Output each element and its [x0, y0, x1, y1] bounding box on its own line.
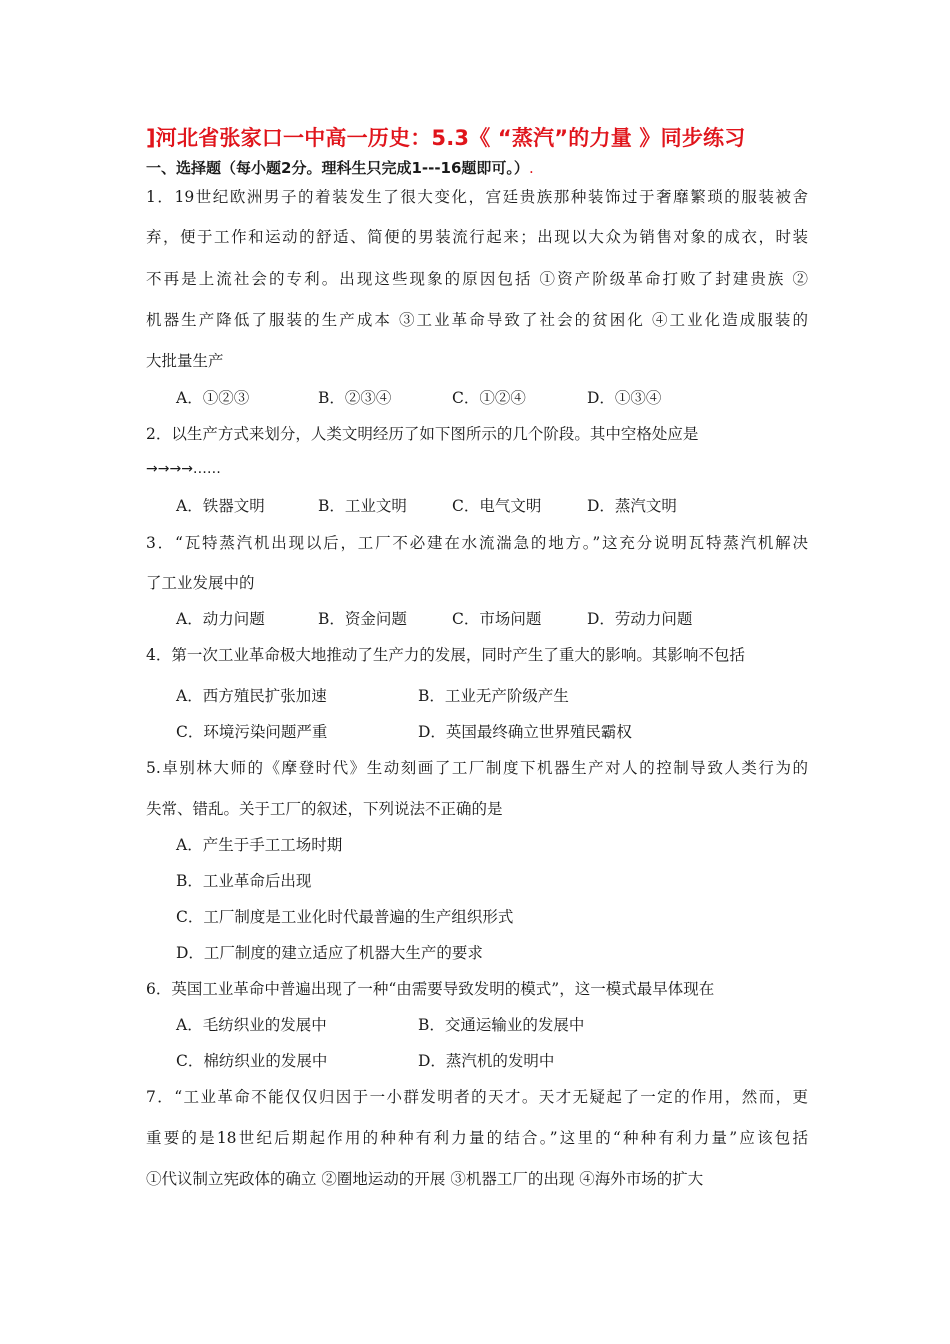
q5-option-c: C．工厂制度是工业化时代最普遍的生产组织形式 — [176, 908, 514, 926]
section-heading-dot: . — [528, 159, 534, 177]
q2-arrow-diagram: →→→→…… — [146, 461, 221, 477]
q5-line-1: 5.卓别林大师的《摩登时代》生动刻画了工厂制度下机器生产对人的控制导致人类行为的 — [146, 759, 808, 777]
q1-line-1: 1．19世纪欧洲男子的着装发生了很大变化，宫廷贵族那种装饰过于奢靡繁琐的服装被舍 — [146, 188, 808, 206]
q7-line-3: ①代议制立宪政体的确立 ②圈地运动的开展 ③机器工厂的出现 ④海外市场的扩大 — [146, 1170, 704, 1188]
q3-line-1: 3．“瓦特蒸汽机出现以后，工厂不必建在水流湍急的地方。”这充分说明瓦特蒸汽机解决 — [146, 534, 808, 552]
q5-line-2: 失常、错乱。关于工厂的叙述，下列说法不正确的是 — [146, 800, 503, 818]
q6-option-c: C．棉纺织业的发展中 — [176, 1052, 328, 1070]
q6-option-d: D．蒸汽机的发明中 — [418, 1052, 555, 1070]
q1-line-4: 机器生产降低了服装的生产成本 ③工业革命导致了社会的贫困化 ④工业化造成服装的 — [146, 311, 808, 329]
page-title: ]河北省张家口一中高一历史：5.3《 “蒸汽”的力量 》同步练习 — [146, 126, 746, 150]
q3-option-c: C．市场问题 — [452, 610, 542, 628]
q2-option-b: B．工业文明 — [318, 497, 407, 515]
q1-option-c: C．①②④ — [452, 389, 526, 407]
q2-option-a: A．铁器文明 — [176, 497, 265, 515]
q4-option-b: B．工业无产阶级产生 — [418, 687, 569, 705]
q5-option-a: A．产生于手工工场时期 — [176, 836, 343, 854]
q2-line-1: 2．以生产方式来划分，人类文明经历了如下图所示的几个阶段。其中空格处应是 — [146, 425, 699, 443]
q1-option-b: B．②③④ — [318, 389, 392, 407]
q1-line-2: 弃，便于工作和运动的舒适、简便的男装流行起来；出现以大众为销售对象的成衣，时装 — [146, 228, 808, 246]
q4-option-d: D．英国最终确立世界殖民霸权 — [418, 723, 632, 741]
q3-option-b: B．资金问题 — [318, 610, 407, 628]
q4-line-1: 4．第一次工业革命极大地推动了生产力的发展，同时产生了重大的影响。其影响不包括 — [146, 646, 745, 664]
q5-option-b: B．工业革命后出现 — [176, 872, 312, 890]
q4-option-a: A．西方殖民扩张加速 — [176, 687, 327, 705]
q2-option-c: C．电气文明 — [452, 497, 542, 515]
section-heading — [146, 157, 534, 178]
section-heading-text: 一、选择题（每小题2分。理科生只完成1---16题即可。） — [146, 159, 529, 177]
q6-option-a: A．毛纺织业的发展中 — [176, 1016, 327, 1034]
q3-line-2: 了工业发展中的 — [146, 574, 255, 592]
q6-line-1: 6．英国工业革命中普遍出现了一种“由需要导致发明的模式”，这一模式最早体现在 — [146, 980, 715, 998]
q6-option-b: B．交通运输业的发展中 — [418, 1016, 585, 1034]
q2-option-d: D．蒸汽文明 — [587, 497, 677, 515]
q5-option-d: D．工厂制度的建立适应了机器大生产的要求 — [176, 944, 483, 962]
q4-option-c: C．环境污染问题严重 — [176, 723, 328, 741]
q1-option-a: A．①②③ — [176, 389, 250, 407]
q1-line-5: 大批量生产 — [146, 352, 224, 370]
q3-option-d: D．劳动力问题 — [587, 610, 693, 628]
q7-line-2: 重要的是18世纪后期起作用的种种有利力量的结合。”这里的“种种有利力量”应该包括 — [146, 1129, 808, 1147]
q7-line-1: 7．“工业革命不能仅仅归因于一小群发明者的天才。天才无疑起了一定的作用，然而，更 — [146, 1088, 808, 1106]
q1-option-d: D．①③④ — [587, 389, 662, 407]
q3-option-a: A．动力问题 — [176, 610, 265, 628]
q1-line-3: 不再是上流社会的专利。出现这些现象的原因包括 ①资产阶级革命打败了封建贵族 ② — [146, 270, 808, 288]
